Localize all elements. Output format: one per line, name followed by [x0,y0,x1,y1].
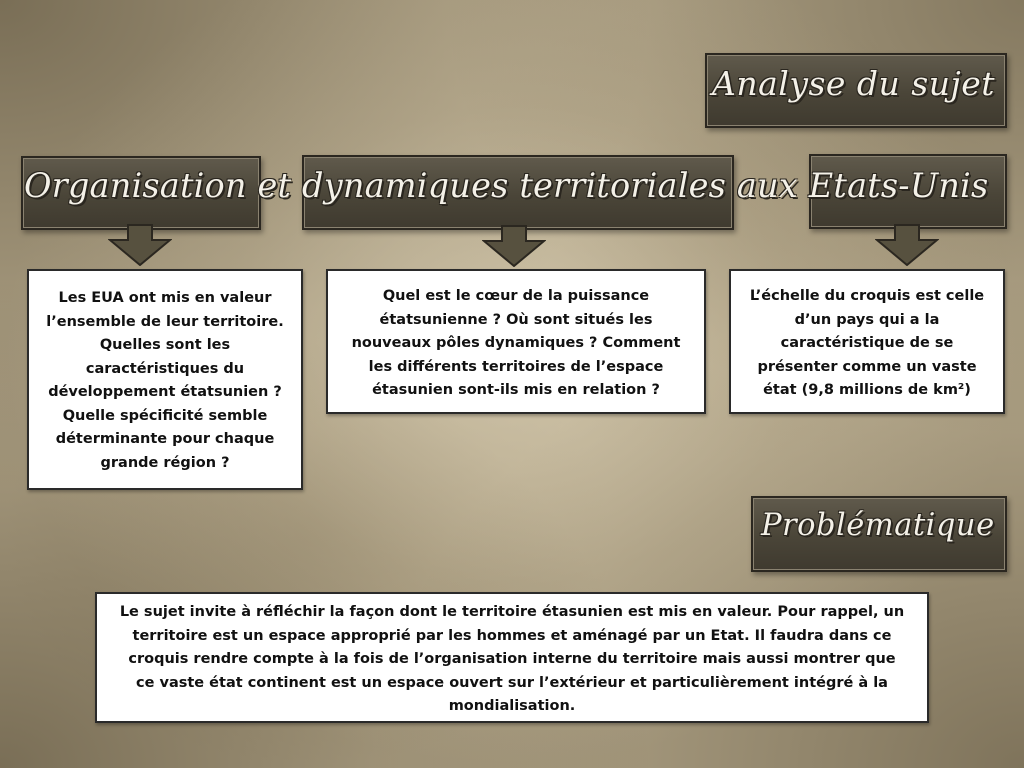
territory-development-box: Les EUA ont mis en valeur l’ensemble de leur territoire. Quelles sont les caractéristiques du développement étatsunien ? Quelle spécificité semble déterminante pour chaque grande région ? [27,269,303,490]
map-scale-box: L’échelle du croquis est celle d’un pays qui a la caractéristique de se présenter comme un vaste état (9,8 millions de km²) [729,269,1005,414]
analyse-title: Analyse du sujet [712,64,995,103]
subject-title: Organisation et dynamiques territoriales aux Etats-Unis [24,166,989,205]
problematique-text-box: Le sujet invite à réfléchir la façon dont le territoire étasunien est mis en valeur. Pour rappel, un territoire est un espace approprié par les hommes et aménagé par un Etat. Il faudra dans ce croquis rendre compte à la fois de l’organisation interne du territoire mais aussi montrer que ce vaste état continent est un espace ouvert sur l’extérieur et particulièrement intégré à la mondialisation. [95,592,929,723]
arrow-down-icon [482,225,546,267]
arrow-down-icon [875,224,939,266]
arrow-down-icon [108,224,172,266]
problematique-title: Problématique [761,508,995,543]
power-core-box: Quel est le cœur de la puissance étatsunienne ? Où sont situés les nouveaux pôles dynamiques ? Comment les différents territoires de l’espace étasunien sont-ils mis en relation ? [326,269,706,414]
